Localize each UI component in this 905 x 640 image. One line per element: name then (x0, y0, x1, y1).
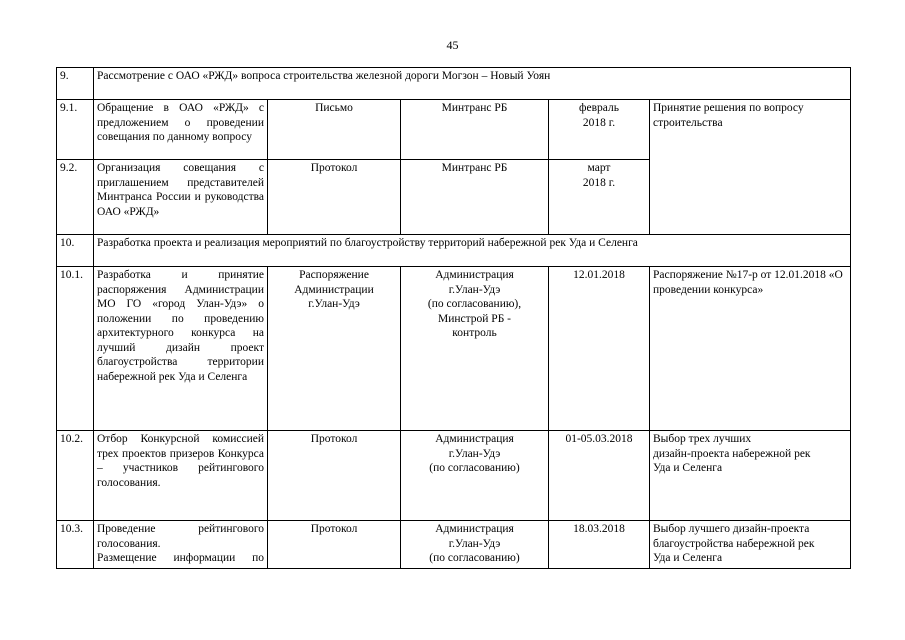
item-number: 9.1. (57, 100, 94, 160)
item-document: Протокол (268, 521, 401, 569)
item-result: Выбор лучшего дизайн-проекта благоустройства набережной рек Уда и Селенга (650, 521, 851, 569)
item-action: Разработка и принятие распоряжения Администрации МО ГО «город Улан-Удэ» о положении по проведению архитектурного конкурса на лучший дизайн проект благоустройства территории набережной рек Уда и Селенга (94, 267, 268, 431)
item-date: 01-05.03.2018 (549, 431, 650, 521)
item-number: 10.2. (57, 431, 94, 521)
item-action: Отбор Конкурсной комиссией трех проектов призеров Конкурса – участников рейтингового голосования. (94, 431, 268, 521)
item-number: 10.3. (57, 521, 94, 569)
item-date: 12.01.2018 (549, 267, 650, 431)
section-title: Разработка проекта и реализация мероприятий по благоустройству территорий набережной рек Уда и Селенга (94, 235, 851, 267)
section-title: Рассмотрение с ОАО «РЖД» вопроса строительства железной дороги Могзон – Новый Уоян (94, 68, 851, 100)
item-action: Обращение в ОАО «РЖД» с предложением о проведении совещания по данному вопросу (94, 100, 268, 160)
action-plan-table (56, 67, 851, 569)
item-responsible: Администрация г.Улан-Удэ (по согласованию) (401, 431, 549, 521)
item-date: февраль 2018 г. (549, 100, 650, 160)
item-action: Проведение рейтингового голосования. Размещение информации по (94, 521, 268, 569)
table-row-9-1 (57, 100, 851, 160)
section-number: 9. (57, 68, 94, 100)
item-document: Протокол (268, 160, 401, 235)
item-number: 9.2. (57, 160, 94, 235)
section-row-10 (57, 235, 851, 267)
item-number: 10.1. (57, 267, 94, 431)
item-responsible: Администрация г.Улан-Удэ (по согласованию), Минстрой РБ - контроль (401, 267, 549, 431)
item-document: Распоряжение Администрации г.Улан-Удэ (268, 267, 401, 431)
item-date: март 2018 г. (549, 160, 650, 235)
table-row-10-1 (57, 267, 851, 431)
item-date: 18.03.2018 (549, 521, 650, 569)
section-number: 10. (57, 235, 94, 267)
page-number: 45 (446, 38, 459, 52)
item-responsible: Администрация г.Улан-Удэ (по согласованию) (401, 521, 549, 569)
item-result: Принятие решения по вопросу строительства (650, 100, 851, 235)
item-result: Распоряжение №17-р от 12.01.2018 «О проведении конкурса» (650, 267, 851, 431)
item-responsible: Минтранс РБ (401, 100, 549, 160)
section-row-9 (57, 68, 851, 100)
item-document: Протокол (268, 431, 401, 521)
item-responsible: Минтранс РБ (401, 160, 549, 235)
item-action: Организация совещания с приглашением представителей Минтранса России и руководства ОАО «РЖД» (94, 160, 268, 235)
item-document: Письмо (268, 100, 401, 160)
table-row-10-2 (57, 431, 851, 521)
table-row-10-3 (57, 521, 851, 569)
item-result: Выбор трех лучших дизайн-проекта набережной рек Уда и Селенга (650, 431, 851, 521)
